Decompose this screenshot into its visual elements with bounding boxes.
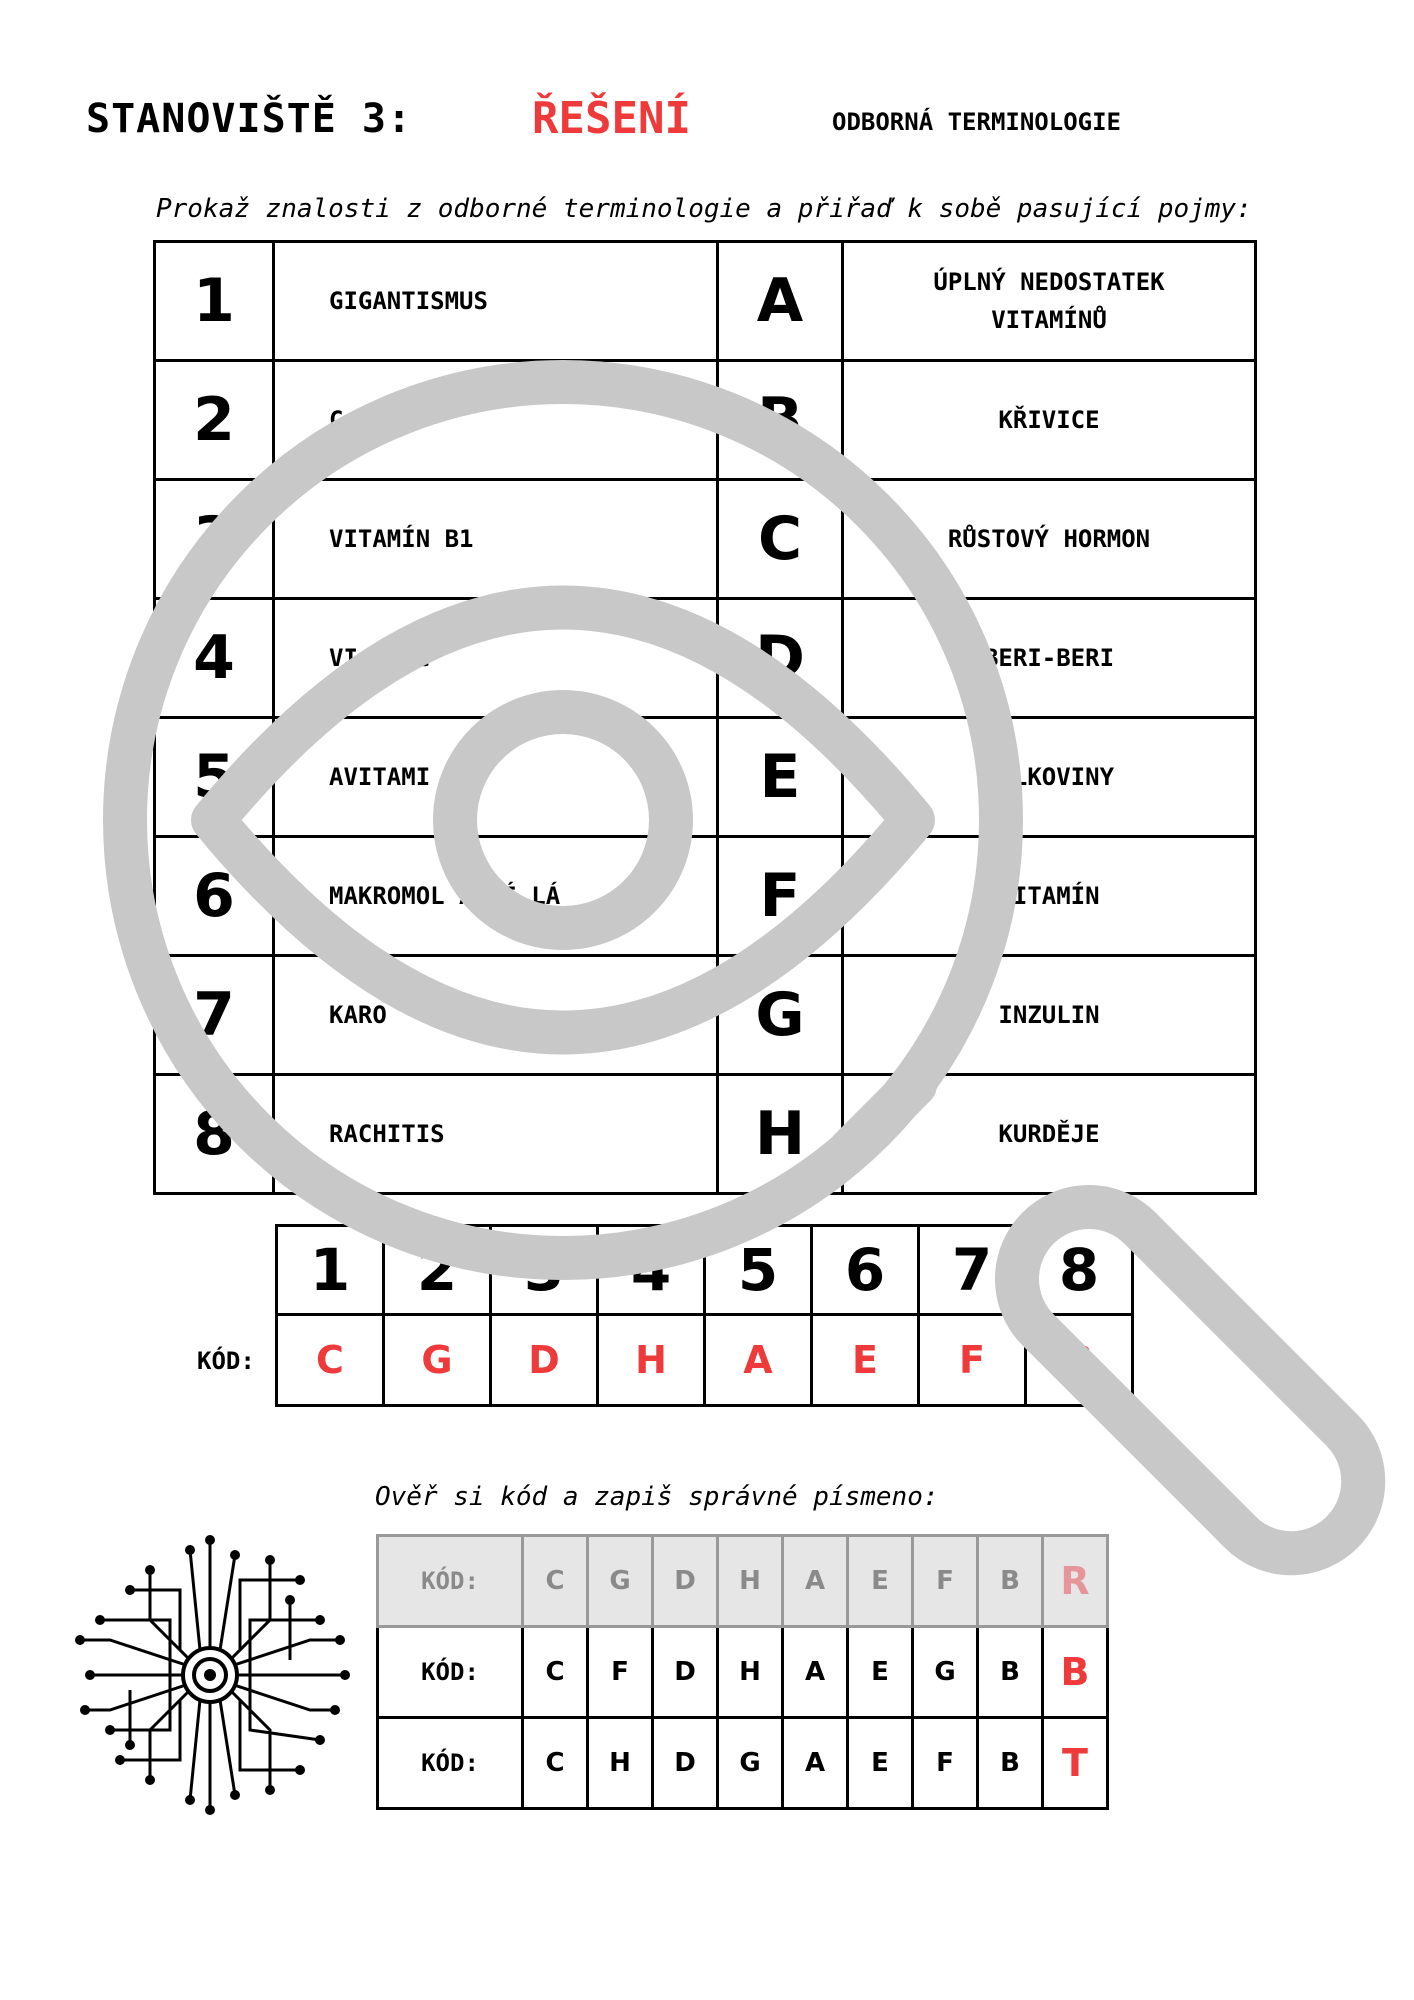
station-title: STANOVIŠTĚ 3: xyxy=(86,96,413,142)
code-letter: A xyxy=(705,1315,812,1406)
definition-letter: H xyxy=(718,1075,843,1194)
verify-code: A xyxy=(783,1718,848,1809)
verify-label: KÓD: xyxy=(378,1718,523,1809)
verify-instruction: Ověř si kód a zapiš správné písmeno: xyxy=(375,1482,939,1512)
match-row xyxy=(155,718,1256,837)
code-letter: F xyxy=(919,1315,1026,1406)
verify-code: D xyxy=(653,1627,718,1718)
verify-result: T xyxy=(1043,1718,1108,1809)
match-row xyxy=(155,361,1256,480)
subject-label: ODBORNÁ TERMINOLOGIE xyxy=(832,108,1121,136)
verify-row xyxy=(378,1627,1108,1718)
definition-letter: G xyxy=(718,956,843,1075)
definition-letter: C xyxy=(718,480,843,599)
verify-result: B xyxy=(1043,1627,1108,1718)
circuit-eye-icon xyxy=(70,1530,360,1820)
term: MAKROMOL ÁRNÍ LÁ xyxy=(274,837,718,956)
match-row xyxy=(155,837,1256,956)
verify-label: KÓD: xyxy=(378,1536,523,1627)
code-table xyxy=(275,1224,1134,1407)
solution-label: ŘEŠENÍ xyxy=(532,93,691,144)
code-letter: C xyxy=(277,1315,384,1406)
verify-code: C xyxy=(523,1627,588,1718)
verify-result: R xyxy=(1043,1536,1108,1627)
code-number: 3 xyxy=(491,1226,598,1315)
verify-code: C xyxy=(523,1718,588,1809)
verify-code: H xyxy=(718,1536,783,1627)
verify-code: B xyxy=(978,1718,1043,1809)
code-letter: D xyxy=(491,1315,598,1406)
code-label: KÓD: xyxy=(197,1347,255,1375)
term: C xyxy=(274,361,718,480)
verify-table xyxy=(376,1534,1109,1810)
verify-label: KÓD: xyxy=(378,1627,523,1718)
term: KARO xyxy=(274,956,718,1075)
definition-line: VITAMÍNŮ xyxy=(991,306,1107,334)
term: GIGANTISMUS xyxy=(274,242,718,361)
verify-row xyxy=(378,1718,1108,1809)
verify-code: E xyxy=(848,1536,913,1627)
matching-table xyxy=(153,240,1257,1195)
verify-code: A xyxy=(783,1536,848,1627)
verify-code: F xyxy=(913,1536,978,1627)
verify-code: G xyxy=(588,1536,653,1627)
verify-code: E xyxy=(848,1627,913,1718)
verify-row xyxy=(378,1536,1108,1627)
code-letter: H xyxy=(598,1315,705,1406)
definition xyxy=(843,599,1256,718)
term-number: 5 xyxy=(155,718,274,837)
code-letter: G xyxy=(384,1315,491,1406)
definition-line: VITAMÍN xyxy=(998,882,1100,910)
definition-line: ÚPLNÝ NEDOSTATEK xyxy=(933,268,1165,296)
code-number: 1 xyxy=(277,1226,384,1315)
definition-letter: A xyxy=(718,242,843,361)
verify-code: G xyxy=(913,1627,978,1718)
code-number: 8 xyxy=(1026,1226,1133,1315)
verify-code: F xyxy=(588,1627,653,1718)
verify-code: F xyxy=(913,1718,978,1809)
term-number: 7 xyxy=(155,956,274,1075)
verify-code: G xyxy=(718,1718,783,1809)
instruction: Prokaž znalosti z odborné terminologie a přiřaď k sobě pasující pojmy: xyxy=(156,194,1252,224)
term: RACHITIS xyxy=(274,1075,718,1194)
code-number: 4 xyxy=(598,1226,705,1315)
term-number: 3 xyxy=(155,480,274,599)
definition xyxy=(843,361,1256,480)
definition-letter: B xyxy=(718,361,843,480)
match-row xyxy=(155,956,1256,1075)
verify-code: A xyxy=(783,1627,848,1718)
definition xyxy=(843,956,1256,1075)
definition-line: KURDĚJE xyxy=(998,1120,1100,1148)
match-row xyxy=(155,480,1256,599)
term-number: 2 xyxy=(155,361,274,480)
definition-line: BÍLKOVINY xyxy=(983,763,1115,791)
definition xyxy=(843,480,1256,599)
term: VI IN C xyxy=(274,599,718,718)
code-number: 6 xyxy=(812,1226,919,1315)
term: VITAMÍN B1 xyxy=(274,480,718,599)
match-row xyxy=(155,599,1256,718)
definition-letter: E xyxy=(718,718,843,837)
match-row xyxy=(155,1075,1256,1194)
verify-code: D xyxy=(653,1536,718,1627)
definition-letter: D xyxy=(718,599,843,718)
definition-letter: F xyxy=(718,837,843,956)
term-number: 4 xyxy=(155,599,274,718)
match-row xyxy=(155,242,1256,361)
definition-line: INZULIN xyxy=(998,1001,1100,1029)
code-number: 2 xyxy=(384,1226,491,1315)
definition xyxy=(843,718,1256,837)
definition xyxy=(843,242,1256,361)
code-letter: B xyxy=(1026,1315,1133,1406)
verify-code: D xyxy=(653,1718,718,1809)
verify-code: B xyxy=(978,1627,1043,1718)
term-number: 6 xyxy=(155,837,274,956)
term-number: 1 xyxy=(155,242,274,361)
term-number: 8 xyxy=(155,1075,274,1194)
definition xyxy=(843,1075,1256,1194)
definition-line: KŘIVICE xyxy=(998,406,1100,434)
verify-code: E xyxy=(848,1718,913,1809)
verify-code: B xyxy=(978,1536,1043,1627)
verify-code: H xyxy=(588,1718,653,1809)
code-letter: E xyxy=(812,1315,919,1406)
term: AVITAMI A xyxy=(274,718,718,837)
code-number: 5 xyxy=(705,1226,812,1315)
definition-line: RŮSTOVÝ HORMON xyxy=(947,525,1151,553)
verify-code: C xyxy=(523,1536,588,1627)
definition-line: BERI-BERI xyxy=(983,644,1115,672)
definition xyxy=(843,837,1256,956)
code-number: 7 xyxy=(919,1226,1026,1315)
verify-code: H xyxy=(718,1627,783,1718)
